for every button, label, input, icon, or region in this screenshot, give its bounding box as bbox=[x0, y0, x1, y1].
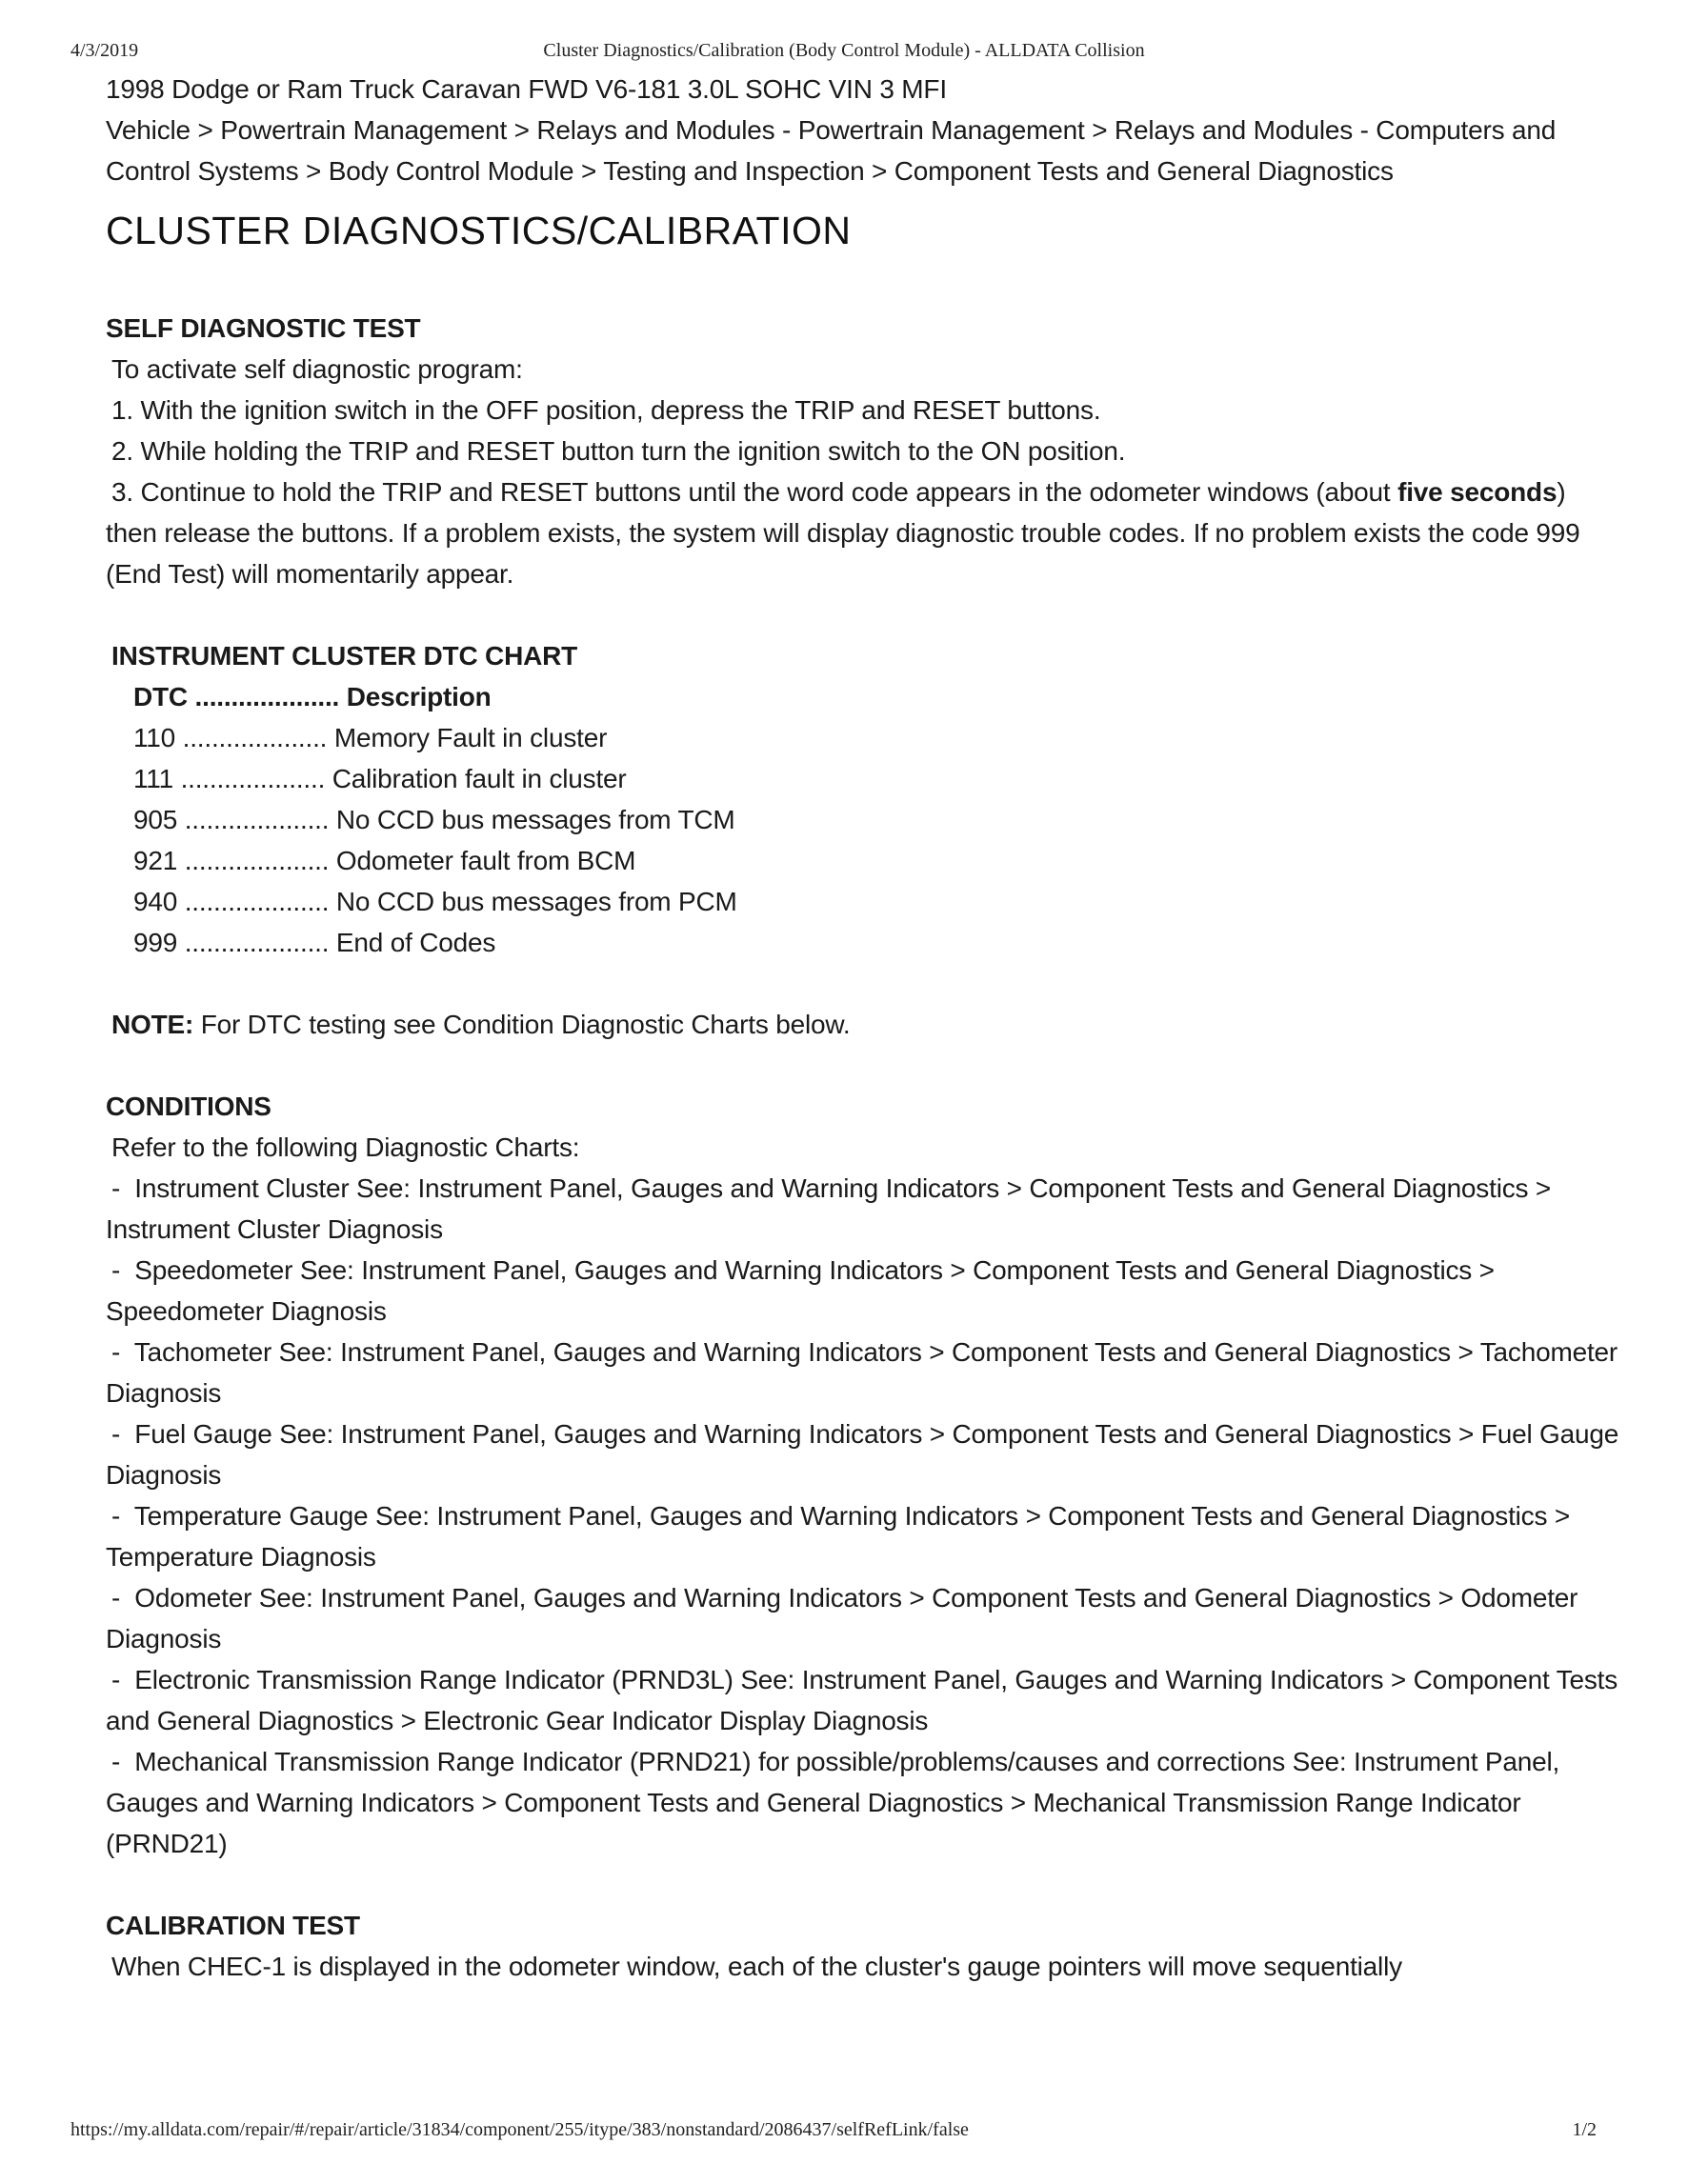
bullet-dash: - bbox=[111, 1747, 121, 1776]
dtc-code: 940 bbox=[133, 887, 178, 916]
print-date: 4/3/2019 bbox=[70, 40, 139, 61]
dtc-code: 999 bbox=[133, 928, 178, 957]
print-page-title: Cluster Diagnostics/Calibration (Body Control Module) - ALLDATA Collision bbox=[543, 40, 1145, 61]
condition-item bbox=[106, 1332, 1620, 1413]
step3-post: ) then release the buttons. If a problem exists, the system will display diagnostic trouble codes. If no problem exists the code 999 (End Test) will momentarily appear. bbox=[106, 477, 1580, 589]
see-label: See: bbox=[356, 1173, 411, 1203]
section-heading: INSTRUMENT CLUSTER DTC CHART bbox=[111, 641, 578, 671]
page-url: https://my.alldata.com/repair/#/repair/article/31834/component/255/itype/383/nonstandard/2086437/selfRefLink/false bbox=[70, 2119, 969, 2140]
section-heading: CONDITIONS bbox=[106, 1092, 271, 1121]
condition-item bbox=[106, 1250, 1620, 1332]
page-number: 1/2 bbox=[1572, 2119, 1597, 2140]
dtc-leader: .................... bbox=[184, 928, 330, 957]
dtc-header-desc: Description bbox=[346, 682, 492, 711]
page-title: CLUSTER DIAGNOSTICS/CALIBRATION bbox=[106, 209, 852, 252]
condition-name: Temperature Gauge bbox=[133, 1501, 369, 1531]
step-item: 1. With the ignition switch in the OFF position, depress the TRIP and RESET buttons. bbox=[111, 395, 1101, 425]
self-diagnostic-section bbox=[106, 308, 1620, 594]
diagnostic-chart-link[interactable]: Instrument Panel, Gauges and Warning Indicators > Component Tests and General Diagnostics > Electronic Gear Indicator Display Diagnosis bbox=[106, 1665, 1618, 1735]
see-label: See: bbox=[278, 1337, 333, 1367]
calibration-section bbox=[106, 1905, 1620, 1987]
bullet-dash: - bbox=[111, 1583, 121, 1613]
step-item: 2. While holding the TRIP and RESET button turn the ignition switch to the ON position. bbox=[111, 436, 1126, 466]
article-content bbox=[106, 69, 1620, 1987]
section-heading: SELF DIAGNOSTIC TEST bbox=[106, 313, 421, 343]
dtc-leader: .................... bbox=[184, 887, 330, 916]
condition-name: Instrument Cluster bbox=[134, 1173, 350, 1203]
intro-text: To activate self diagnostic program: bbox=[111, 354, 523, 384]
step-item bbox=[106, 471, 1620, 594]
dtc-code: 111 bbox=[133, 764, 173, 793]
note-label: NOTE: bbox=[111, 1010, 194, 1039]
dtc-row bbox=[106, 840, 1620, 881]
step3-bold: five seconds bbox=[1397, 477, 1557, 507]
bullet-dash: - bbox=[111, 1419, 121, 1449]
condition-item bbox=[106, 1495, 1620, 1577]
print-footer bbox=[0, 2119, 1688, 2144]
section-heading: CALIBRATION TEST bbox=[106, 1911, 360, 1940]
condition-item bbox=[106, 1577, 1620, 1659]
dtc-table-body bbox=[106, 717, 1620, 963]
dtc-code: 110 bbox=[133, 723, 176, 752]
dtc-leader: .................... bbox=[184, 805, 330, 834]
condition-item bbox=[106, 1168, 1620, 1250]
note-text: For DTC testing see Condition Diagnostic Charts below. bbox=[193, 1010, 851, 1039]
dtc-leader: .................... bbox=[182, 723, 328, 752]
diagnostic-chart-link[interactable]: Instrument Panel, Gauges and Warning Indicators > Component Tests and General Diagnostics > Odometer Diagnosis bbox=[106, 1583, 1578, 1653]
diagnostic-chart-link[interactable]: Instrument Panel, Gauges and Warning Indicators > Component Tests and General Diagnostics > Mechanical Transmission Range Indicator (PRND21) bbox=[106, 1747, 1560, 1858]
breadcrumb-separator: > bbox=[190, 115, 221, 145]
diagnostic-chart-link[interactable]: Instrument Panel, Gauges and Warning Indicators > Component Tests and General Diagnostics > Instrument Cluster Diagnosis bbox=[106, 1173, 1552, 1244]
dtc-description: No CCD bus messages from PCM bbox=[335, 887, 737, 916]
dtc-leader: .................... bbox=[180, 764, 326, 793]
bullet-dash: - bbox=[111, 1501, 121, 1531]
condition-item bbox=[106, 1659, 1620, 1741]
condition-name: Electronic Transmission Range Indicator (PRND3L) bbox=[134, 1665, 733, 1694]
condition-item bbox=[106, 1741, 1620, 1864]
dtc-table-header bbox=[106, 676, 1620, 717]
breadcrumb-item[interactable]: Vehicle bbox=[106, 115, 191, 145]
condition-name: Tachometer bbox=[133, 1337, 272, 1367]
condition-name: Fuel Gauge bbox=[134, 1419, 272, 1449]
diagnostic-chart-link[interactable]: Instrument Panel, Gauges and Warning Indicators > Component Tests and General Diagnostics > Fuel Gauge Diagnosis bbox=[106, 1419, 1619, 1490]
breadcrumb-item[interactable]: Body Control Module bbox=[328, 156, 574, 186]
note bbox=[106, 1004, 1620, 1045]
condition-name: Speedometer bbox=[134, 1255, 293, 1285]
condition-name: Odometer bbox=[134, 1583, 252, 1613]
breadcrumb-item[interactable]: Powertrain Management bbox=[220, 115, 508, 145]
diagnostic-chart-link[interactable]: Instrument Panel, Gauges and Warning Indicators > Component Tests and General Diagnostics > Tachometer Diagnosis bbox=[106, 1337, 1618, 1408]
see-label: See: bbox=[258, 1583, 313, 1613]
dtc-description: End of Codes bbox=[335, 928, 496, 957]
see-label: See: bbox=[1292, 1747, 1347, 1776]
see-label: See: bbox=[299, 1255, 354, 1285]
breadcrumb-separator: > bbox=[507, 115, 537, 145]
dtc-row bbox=[106, 758, 1620, 799]
condition-item bbox=[106, 1413, 1620, 1495]
dtc-code: 905 bbox=[133, 805, 178, 834]
breadcrumb-separator: > bbox=[298, 156, 329, 186]
breadcrumb-item[interactable]: Testing and Inspection bbox=[603, 156, 865, 186]
breadcrumb bbox=[106, 110, 1620, 191]
condition-name: Mechanical Transmission Range Indicator (PRND21) for possible/problems/causes and corrections bbox=[134, 1747, 1286, 1776]
step3-pre: 3. Continue to hold the TRIP and RESET buttons until the word code appears in the odometer windows (about bbox=[111, 477, 1398, 507]
dtc-code: 921 bbox=[133, 846, 178, 875]
see-label: See: bbox=[375, 1501, 430, 1531]
see-label: See: bbox=[279, 1419, 334, 1449]
bullet-dash: - bbox=[111, 1255, 121, 1285]
diagnostic-chart-link[interactable]: Instrument Panel, Gauges and Warning Indicators > Component Tests and General Diagnostics > Speedometer Diagnosis bbox=[106, 1255, 1495, 1326]
vehicle-info: 1998 Dodge or Ram Truck Caravan FWD V6-181 3.0L SOHC VIN 3 MFI bbox=[106, 74, 947, 104]
dtc-description: No CCD bus messages from TCM bbox=[335, 805, 735, 834]
breadcrumb-item[interactable]: Relays and Modules - Computers and Control Systems bbox=[106, 115, 1557, 186]
dtc-description: Calibration fault in cluster bbox=[332, 764, 627, 793]
dtc-row bbox=[106, 799, 1620, 840]
dtc-leader: .................... bbox=[194, 682, 340, 711]
dtc-leader: .................... bbox=[184, 846, 330, 875]
breadcrumb-item[interactable]: Component Tests and General Diagnostics bbox=[894, 156, 1394, 186]
dtc-description: Odometer fault from BCM bbox=[335, 846, 636, 875]
breadcrumb-separator: > bbox=[573, 156, 604, 186]
print-header bbox=[0, 40, 1688, 65]
dtc-description: Memory Fault in cluster bbox=[333, 723, 608, 752]
bullet-dash: - bbox=[111, 1173, 121, 1203]
bullet-dash: - bbox=[111, 1337, 121, 1367]
dtc-row bbox=[106, 881, 1620, 922]
dtc-header-code: DTC bbox=[133, 682, 188, 711]
diagnostic-chart-link[interactable]: Instrument Panel, Gauges and Warning Indicators > Component Tests and General Diagnostics > Temperature Diagnosis bbox=[106, 1501, 1571, 1572]
breadcrumb-separator: > bbox=[1084, 115, 1115, 145]
breadcrumb-item[interactable]: Relays and Modules - Powertrain Management bbox=[536, 115, 1085, 145]
bullet-dash: - bbox=[111, 1665, 121, 1694]
dtc-row bbox=[106, 717, 1620, 758]
conditions-list bbox=[106, 1168, 1620, 1864]
calibration-text: When CHEC-1 is displayed in the odometer window, each of the cluster's gauge pointers will move sequentially bbox=[111, 1952, 1402, 1981]
intro-text: Refer to the following Diagnostic Charts: bbox=[111, 1132, 580, 1162]
breadcrumb-separator: > bbox=[864, 156, 894, 186]
conditions-section bbox=[106, 1086, 1620, 1864]
dtc-row bbox=[106, 922, 1620, 963]
dtc-chart-section bbox=[106, 635, 1620, 963]
see-label: See: bbox=[740, 1665, 795, 1694]
